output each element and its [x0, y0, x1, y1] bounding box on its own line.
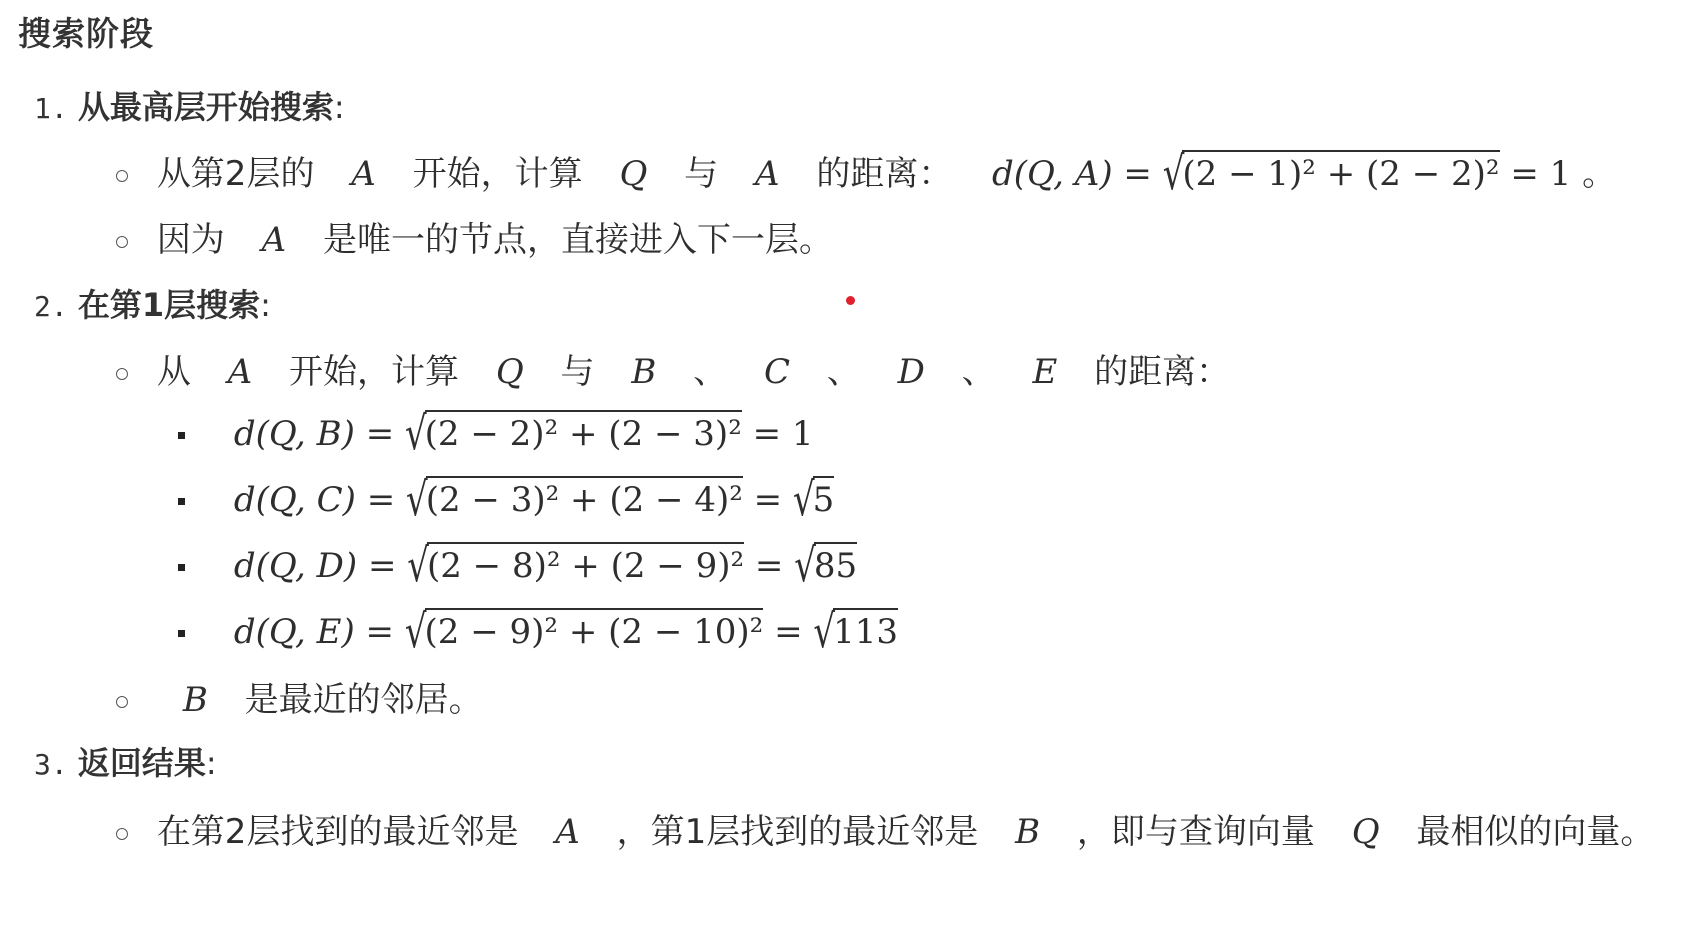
- bullet-circle-icon: [116, 696, 128, 708]
- pointer-dot: [846, 296, 855, 305]
- formula-row: d(Q, D) = √(2 − 8)² + (2 − 9)² = √85: [178, 542, 857, 586]
- step-number: 2.: [34, 290, 68, 323]
- step-number: 3.: [34, 748, 68, 781]
- bullet-circle-icon: [116, 236, 128, 248]
- step-1-title: 1. 从最高层开始搜索:: [34, 88, 345, 126]
- step-2-bullet-1: 从 A 开始，计算 Q 与 B 、 C 、 D 、 E 的距离：: [116, 344, 1230, 393]
- bullet-square-icon: [178, 564, 185, 571]
- formula-row: d(Q, C) = √(2 − 3)² + (2 − 4)² = √5: [178, 476, 834, 520]
- step-3-title: 3. 返回结果:: [34, 744, 217, 782]
- distance-formula: d(Q, A) = √(2 − 1)² + (2 − 2)² = 1: [991, 147, 1572, 201]
- bullet-circle-icon: [116, 368, 128, 380]
- formula-row: d(Q, B) = √(2 − 2)² + (2 − 3)² = 1: [178, 410, 814, 454]
- step-2-bullet-2: B 是最近的邻居。: [116, 672, 483, 721]
- step-title: 从最高层开始搜索: [77, 88, 334, 126]
- bullet-square-icon: [178, 432, 185, 439]
- bullet-circle-icon: [116, 828, 128, 840]
- bullet-circle-icon: [116, 170, 128, 182]
- step-1-bullet-1: 从第2层的 A 开始，计算 Q 与 A 的距离： d(Q, A) = √(2 − 1)² + (2 − 2)² = 1 。: [116, 146, 1616, 195]
- step-title: 返回结果: [77, 744, 206, 782]
- step-number: 1.: [34, 92, 68, 125]
- section-heading: 搜索阶段: [18, 14, 154, 53]
- step-3-bullet-1: 在第2层找到的最近邻是 A ，第1层找到的最近邻是 B ，即与查询向量 Q 最相似的向量。: [116, 804, 1654, 853]
- bullet-square-icon: [178, 498, 185, 505]
- step-1-bullet-2: 因为 A 是唯一的节点，直接进入下一层。: [116, 212, 833, 261]
- step-title: 在第1层搜索: [77, 286, 261, 324]
- formula-row: d(Q, E) = √(2 − 9)² + (2 − 10)² = √113: [178, 608, 898, 652]
- bullet-square-icon: [178, 630, 185, 637]
- step-2-title: 2. 在第1层搜索:: [34, 286, 271, 324]
